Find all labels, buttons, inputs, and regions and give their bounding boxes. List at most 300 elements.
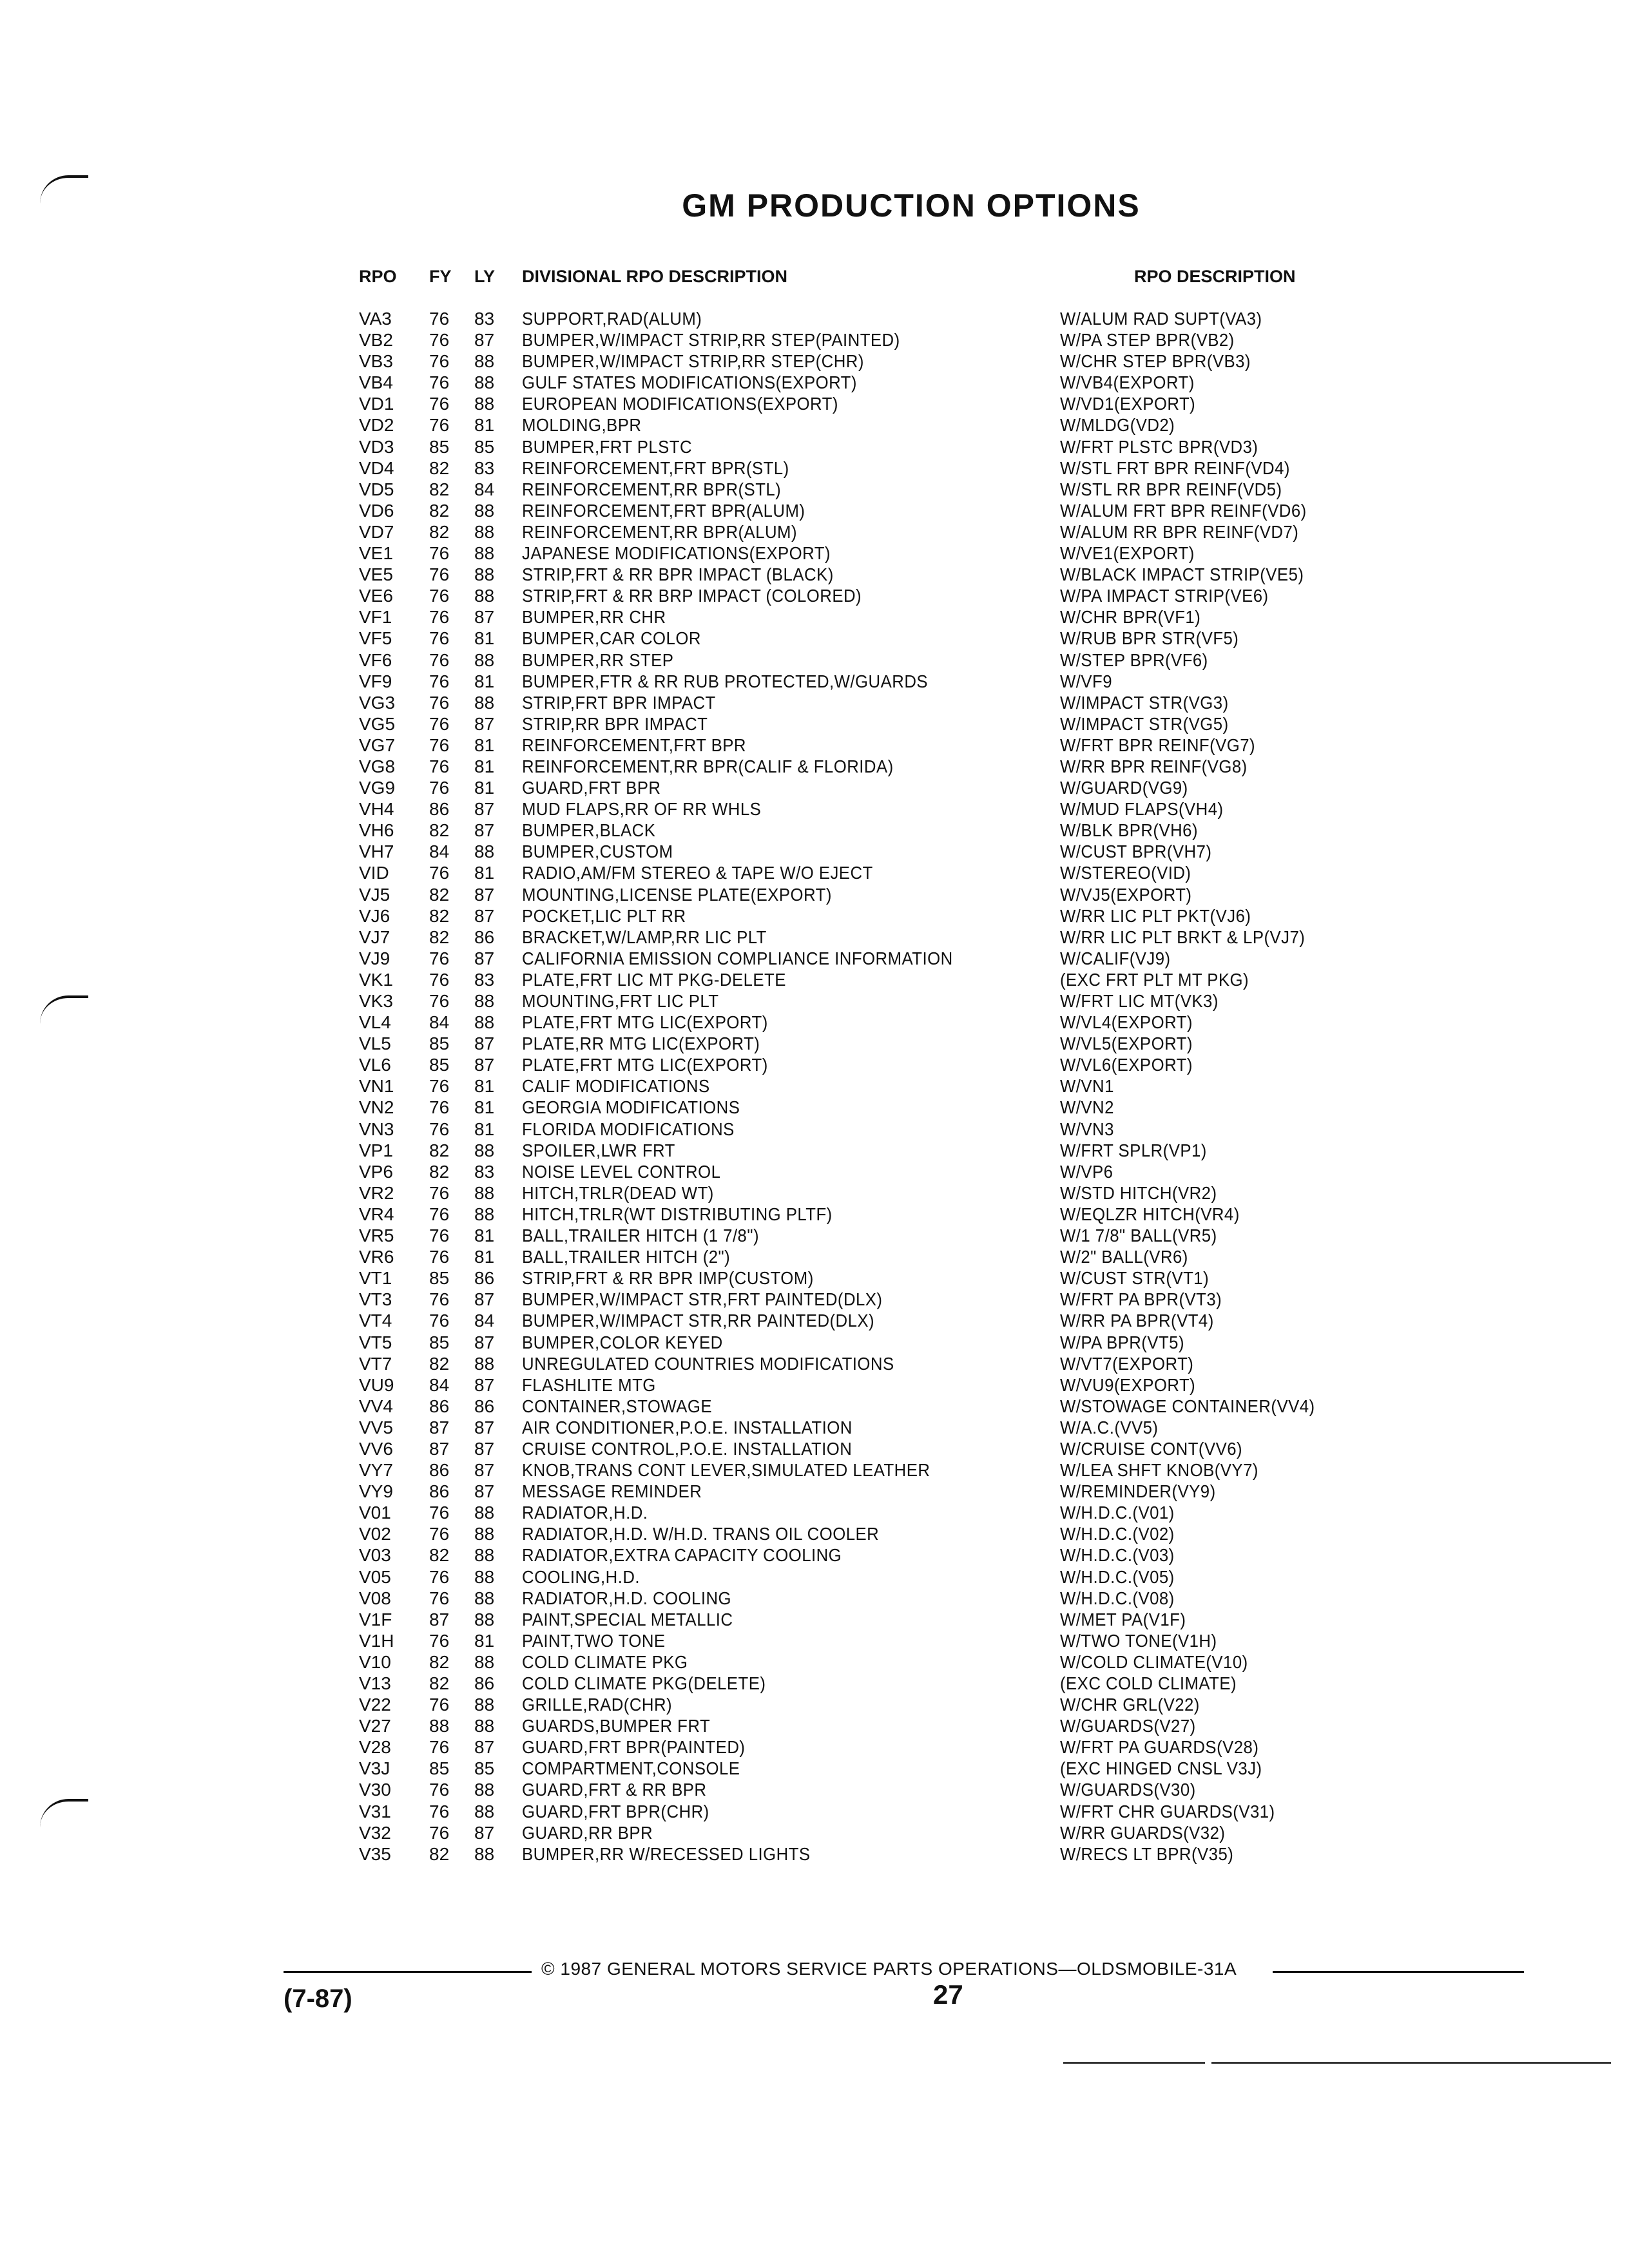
rpo-description-cell: W/FRT SPLR(VP1) <box>1060 1140 1207 1160</box>
rpo-description-cell: W/1 7/8" BALL(VR5) <box>1060 1225 1217 1246</box>
table-row <box>0 1779 1629 1800</box>
fy-cell: 87 <box>429 1438 450 1459</box>
rpo-cell: V1H <box>359 1630 394 1651</box>
fy-cell: 76 <box>429 1182 450 1203</box>
rpo-cell: VU9 <box>359 1374 394 1395</box>
divisional-description-cell: REINFORCEMENT,RR BPR(CALIF & FLORIDA) <box>522 756 894 776</box>
rpo-cell: VR6 <box>359 1247 394 1267</box>
rpo-cell: VY7 <box>359 1460 393 1481</box>
rpo-description-cell: W/GUARDS(V30) <box>1060 1780 1196 1800</box>
fy-cell: 84 <box>429 1374 450 1395</box>
rpo-description-cell: W/FRT PA BPR(VT3) <box>1060 1289 1222 1310</box>
divisional-description-cell: GEORGIA MODIFICATIONS <box>522 1097 740 1118</box>
ly-cell: 88 <box>474 1843 495 1864</box>
rpo-cell: VB2 <box>359 330 393 351</box>
rpo-cell: V32 <box>359 1822 391 1843</box>
rpo-cell: VG3 <box>359 692 396 713</box>
rpo-cell: VR2 <box>359 1182 394 1203</box>
table-row <box>0 1801 1629 1822</box>
ly-cell: 85 <box>474 1758 495 1779</box>
header-rpo: RPO <box>359 267 397 286</box>
table-row <box>0 862 1629 883</box>
fy-cell: 76 <box>429 735 450 755</box>
rpo-description-cell: W/VL5(EXPORT) <box>1060 1033 1193 1054</box>
rpo-description-cell: W/CUST STR(VT1) <box>1060 1268 1210 1289</box>
divisional-description-cell: BUMPER,RR STEP <box>522 649 674 670</box>
table-row <box>0 798 1629 820</box>
fy-cell: 82 <box>429 1545 450 1566</box>
ly-cell: 87 <box>474 1332 495 1352</box>
divisional-description-cell: GRILLE,RAD(CHR) <box>522 1695 673 1715</box>
divisional-description-cell: PLATE,FRT MTG LIC(EXPORT) <box>522 1012 768 1033</box>
rpo-cell: VN3 <box>359 1119 394 1139</box>
rpo-description-cell: W/RR LIC PLT PKT(VJ6) <box>1060 905 1251 926</box>
table-row <box>0 1544 1629 1566</box>
rpo-description-cell: W/COLD CLIMATE(V10) <box>1060 1651 1248 1672</box>
rpo-description-cell: W/PA STEP BPR(VB2) <box>1060 330 1235 351</box>
rpo-cell: VJ5 <box>359 884 390 905</box>
fy-cell: 85 <box>429 1033 450 1054</box>
rpo-cell: V35 <box>359 1843 391 1864</box>
ly-cell: 87 <box>474 607 495 628</box>
divisional-description-cell: BUMPER,RR CHR <box>522 607 666 628</box>
rpo-description-cell: W/GUARDS(V27) <box>1060 1716 1196 1736</box>
fy-cell: 76 <box>429 1289 450 1310</box>
ly-cell: 88 <box>474 991 495 1011</box>
divisional-description-cell: CALIFORNIA EMISSION COMPLIANCE INFORMATION <box>522 948 953 968</box>
ly-cell: 88 <box>474 521 495 542</box>
ly-cell: 88 <box>474 1780 495 1800</box>
divisional-description-cell: MOUNTING,FRT LIC PLT <box>522 991 719 1011</box>
divisional-description-cell: STRIP,FRT & RR BPR IMPACT (BLACK) <box>522 564 834 585</box>
divisional-description-cell: RADIATOR,H.D. W/H.D. TRANS OIL COOLER <box>522 1524 880 1544</box>
divisional-description-cell: MOUNTING,LICENSE PLATE(EXPORT) <box>522 884 832 905</box>
footer-date: (7-87) <box>284 1984 352 2013</box>
fy-cell: 76 <box>429 649 450 670</box>
table-row <box>0 1097 1629 1118</box>
rpo-description-cell: (EXC FRT PLT MT PKG) <box>1060 969 1249 990</box>
ly-cell: 88 <box>474 1524 495 1544</box>
page-title: GM PRODUCTION OPTIONS <box>682 187 1141 224</box>
table-row <box>0 1630 1629 1651</box>
fy-cell: 85 <box>429 1332 450 1352</box>
table-row <box>0 841 1629 862</box>
fy-cell: 76 <box>429 1566 450 1587</box>
table-row <box>0 1673 1629 1694</box>
rpo-description-cell: W/IMPACT STR(VG5) <box>1060 713 1229 734</box>
ly-cell: 88 <box>474 649 495 670</box>
ly-cell: 88 <box>474 372 495 393</box>
ly-cell: 81 <box>474 1076 495 1097</box>
rpo-description-cell: W/H.D.C.(V03) <box>1060 1545 1175 1566</box>
rpo-description-cell: W/CUST BPR(VH7) <box>1060 841 1212 862</box>
fy-cell: 76 <box>429 671 450 691</box>
fy-cell: 84 <box>429 841 450 862</box>
table-row <box>0 756 1629 777</box>
rpo-description-cell: W/RECS LT BPR(V35) <box>1060 1843 1234 1864</box>
table-row <box>0 1459 1629 1481</box>
rpo-cell: VF6 <box>359 649 392 670</box>
fy-cell: 76 <box>429 628 450 649</box>
table-row <box>0 543 1629 564</box>
divisional-description-cell: COMPARTMENT,CONSOLE <box>522 1758 740 1779</box>
footer-copyright: © 1987 GENERAL MOTORS SERVICE PARTS OPERATIONS—OLDSMOBILE-31A <box>541 1959 1237 1979</box>
table-row <box>0 436 1629 457</box>
table-row <box>0 1374 1629 1396</box>
fy-cell: 86 <box>429 1481 450 1502</box>
table-row <box>0 1758 1629 1779</box>
divisional-description-cell: RADIO,AM/FM STEREO & TAPE W/O EJECT <box>522 863 873 883</box>
divisional-description-cell: SUPPORT,RAD(ALUM) <box>522 309 702 329</box>
rpo-cell: VJ6 <box>359 905 390 926</box>
rpo-cell: VD3 <box>359 436 394 457</box>
rpo-cell: VV4 <box>359 1396 393 1416</box>
rpo-description-cell: W/STOWAGE CONTAINER(VV4) <box>1060 1396 1315 1416</box>
table-row <box>0 329 1629 351</box>
divisional-description-cell: GUARD,FRT BPR <box>522 778 661 798</box>
fy-cell: 76 <box>429 969 450 990</box>
fy-cell: 76 <box>429 586 450 606</box>
fy-cell: 87 <box>429 1417 450 1437</box>
ly-cell: 87 <box>474 1438 495 1459</box>
divisional-description-cell: BUMPER,FRT PLSTC <box>522 436 693 457</box>
fy-cell: 82 <box>429 1353 450 1374</box>
divisional-description-cell: BUMPER,CUSTOM <box>522 841 673 862</box>
rpo-description-cell: W/MET PA(V1F) <box>1060 1609 1186 1629</box>
rpo-description-cell: W/GUARD(VG9) <box>1060 778 1188 798</box>
table-row <box>0 393 1629 414</box>
table-row <box>0 1715 1629 1736</box>
rpo-description-cell: (EXC HINGED CNSL V3J) <box>1060 1758 1262 1779</box>
rpo-cell: VR5 <box>359 1225 394 1246</box>
fy-cell: 76 <box>429 1588 450 1608</box>
fy-cell: 82 <box>429 820 450 841</box>
rpo-cell: VB3 <box>359 351 393 372</box>
rpo-cell: VV5 <box>359 1417 393 1437</box>
rpo-cell: VY9 <box>359 1481 393 1502</box>
ly-cell: 87 <box>474 713 495 734</box>
fy-cell: 88 <box>429 1716 450 1736</box>
ly-cell: 86 <box>474 1396 495 1416</box>
fy-cell: 85 <box>429 436 450 457</box>
ly-cell: 83 <box>474 309 495 329</box>
rpo-cell: VL4 <box>359 1012 391 1033</box>
bottom-rule <box>1211 2062 1611 2064</box>
divisional-description-cell: HITCH,TRLR(DEAD WT) <box>522 1182 714 1203</box>
ly-cell: 87 <box>474 884 495 905</box>
fy-cell: 76 <box>429 1780 450 1800</box>
divisional-description-cell: GUARD,FRT & RR BPR <box>522 1780 707 1800</box>
fy-cell: 76 <box>429 1097 450 1118</box>
rpo-cell: VJ7 <box>359 927 390 947</box>
table-row <box>0 628 1629 649</box>
table-row <box>0 1140 1629 1161</box>
rpo-description-cell: W/PA IMPACT STRIP(VE6) <box>1060 586 1269 606</box>
rpo-description-cell: W/MUD FLAPS(VH4) <box>1060 799 1224 820</box>
fy-cell: 76 <box>429 1695 450 1715</box>
rpo-cell: V27 <box>359 1716 391 1736</box>
divisional-description-cell: PLATE,FRT LIC MT PKG-DELETE <box>522 969 786 990</box>
fy-cell: 76 <box>429 1247 450 1267</box>
table-row <box>0 414 1629 436</box>
ly-cell: 88 <box>474 1566 495 1587</box>
rpo-description-cell: W/VN1 <box>1060 1076 1114 1097</box>
divisional-description-cell: BUMPER,COLOR KEYED <box>522 1332 723 1352</box>
divisional-description-cell: PLATE,RR MTG LIC(EXPORT) <box>522 1033 760 1054</box>
rpo-description-cell: W/VN2 <box>1060 1097 1114 1118</box>
divisional-description-cell: GUARD,RR BPR <box>522 1822 653 1843</box>
table-row <box>0 948 1629 969</box>
fy-cell: 76 <box>429 713 450 734</box>
rpo-description-cell: W/VP6 <box>1060 1161 1113 1182</box>
rpo-cell: VT3 <box>359 1289 392 1310</box>
divisional-description-cell: REINFORCEMENT,RR BPR(ALUM) <box>522 521 798 542</box>
fy-cell: 76 <box>429 564 450 585</box>
table-row <box>0 1736 1629 1758</box>
fy-cell: 76 <box>429 415 450 436</box>
rpo-description-cell: W/CHR GRL(V22) <box>1060 1695 1200 1715</box>
page-number: 27 <box>933 1979 963 2010</box>
divisional-description-cell: MOLDING,BPR <box>522 415 642 436</box>
ly-cell: 87 <box>474 1055 495 1075</box>
divisional-description-cell: STRIP,FRT BPR IMPACT <box>522 692 716 713</box>
rpo-description-cell: W/VB4(EXPORT) <box>1060 372 1195 393</box>
header-divisional-description: DIVISIONAL RPO DESCRIPTION <box>522 267 788 286</box>
ly-cell: 81 <box>474 1097 495 1118</box>
divisional-description-cell: RADIATOR,H.D. <box>522 1503 648 1523</box>
rpo-description-cell: W/RUB BPR STR(VF5) <box>1060 628 1239 649</box>
ly-cell: 87 <box>474 799 495 820</box>
rpo-cell: VD6 <box>359 500 394 521</box>
table-row <box>0 585 1629 606</box>
rpo-description-cell: W/REMINDER(VY9) <box>1060 1481 1216 1502</box>
ly-cell: 88 <box>474 1695 495 1715</box>
divisional-description-cell: COOLING,H.D. <box>522 1566 641 1587</box>
ly-cell: 88 <box>474 841 495 862</box>
ly-cell: 83 <box>474 969 495 990</box>
fy-cell: 82 <box>429 1651 450 1672</box>
divisional-description-cell: FLORIDA MODIFICATIONS <box>522 1119 735 1139</box>
table-row <box>0 351 1629 372</box>
fy-cell: 76 <box>429 1119 450 1139</box>
divisional-description-cell: BUMPER,W/IMPACT STR,RR PAINTED(DLX) <box>522 1311 875 1331</box>
fy-cell: 76 <box>429 948 450 968</box>
rpo-description-cell: W/A.C.(VV5) <box>1060 1417 1159 1437</box>
rpo-description-cell: W/VT7(EXPORT) <box>1060 1353 1194 1374</box>
divisional-description-cell: REINFORCEMENT,FRT BPR <box>522 735 746 755</box>
rpo-cell: VT5 <box>359 1332 392 1352</box>
divisional-description-cell: CALIF MODIFICATIONS <box>522 1076 710 1097</box>
rpo-cell: VN1 <box>359 1076 394 1097</box>
table-row <box>0 1353 1629 1374</box>
rpo-cell: V3J <box>359 1758 390 1779</box>
rpo-description-cell: W/H.D.C.(V05) <box>1060 1566 1175 1587</box>
ly-cell: 87 <box>474 948 495 968</box>
rpo-cell: VH6 <box>359 820 394 841</box>
table-row <box>0 1822 1629 1843</box>
table-row <box>0 1502 1629 1523</box>
fy-cell: 76 <box>429 1822 450 1843</box>
rpo-description-cell: W/STL FRT BPR REINF(VD4) <box>1060 457 1290 478</box>
rpo-cell: VT1 <box>359 1268 392 1289</box>
rpo-description-cell: W/RR BPR REINF(VG8) <box>1060 756 1248 776</box>
ly-cell: 88 <box>474 1609 495 1629</box>
table-row <box>0 1566 1629 1588</box>
divisional-description-cell: CONTAINER,STOWAGE <box>522 1396 713 1416</box>
fy-cell: 76 <box>429 991 450 1011</box>
table-row <box>0 564 1629 585</box>
divisional-description-cell: BUMPER,RR W/RECESSED LIGHTS <box>522 1843 811 1864</box>
table-row <box>0 606 1629 628</box>
rpo-cell: VL6 <box>359 1055 391 1075</box>
ly-cell: 88 <box>474 1140 495 1160</box>
ly-cell: 86 <box>474 927 495 947</box>
rpo-cell: V28 <box>359 1737 391 1758</box>
fy-cell: 76 <box>429 1076 450 1097</box>
rpo-description-cell: W/MLDG(VD2) <box>1060 415 1175 436</box>
divisional-description-cell: CRUISE CONTROL,P.O.E. INSTALLATION <box>522 1438 853 1459</box>
rpo-cell: V02 <box>359 1524 391 1544</box>
divisional-description-cell: POCKET,LIC PLT RR <box>522 905 686 926</box>
table-row <box>0 777 1629 798</box>
divisional-description-cell: PLATE,FRT MTG LIC(EXPORT) <box>522 1055 768 1075</box>
ly-cell: 88 <box>474 1204 495 1224</box>
rpo-description-cell: W/FRT LIC MT(VK3) <box>1060 991 1219 1011</box>
ly-cell: 88 <box>474 543 495 564</box>
ly-cell: 88 <box>474 1012 495 1033</box>
table-row <box>0 927 1629 948</box>
rpo-cell: VR4 <box>359 1204 394 1224</box>
table-row <box>0 1651 1629 1673</box>
ly-cell: 87 <box>474 1481 495 1502</box>
ly-cell: 88 <box>474 500 495 521</box>
header-ly: LY <box>474 267 496 286</box>
divisional-description-cell: SPOILER,LWR FRT <box>522 1140 675 1160</box>
table-row <box>0 1843 1629 1865</box>
ly-cell: 88 <box>474 1182 495 1203</box>
rpo-description-cell: W/VD1(EXPORT) <box>1060 394 1196 414</box>
rpo-cell: V08 <box>359 1588 391 1608</box>
divisional-description-cell: COLD CLIMATE PKG <box>522 1651 688 1672</box>
fy-cell: 82 <box>429 457 450 478</box>
divisional-description-cell: STRIP,RR BPR IMPACT <box>522 713 708 734</box>
table-row <box>0 735 1629 756</box>
ly-cell: 87 <box>474 1460 495 1481</box>
rpo-description-cell: W/VE1(EXPORT) <box>1060 543 1195 564</box>
divisional-description-cell: GULF STATES MODIFICATIONS(EXPORT) <box>522 372 857 393</box>
rpo-cell: VP1 <box>359 1140 393 1160</box>
ly-cell: 84 <box>474 1311 495 1331</box>
table-row <box>0 1417 1629 1438</box>
rpo-description-cell: W/FRT PLSTC BPR(VD3) <box>1060 436 1258 457</box>
table-row <box>0 1161 1629 1182</box>
rpo-description-cell: W/CRUISE CONT(VV6) <box>1060 1438 1243 1459</box>
ly-cell: 86 <box>474 1268 495 1289</box>
rpo-cell: VD2 <box>359 415 394 436</box>
fy-cell: 76 <box>429 1524 450 1544</box>
footer-rule-left <box>284 1971 532 1973</box>
rpo-cell: V13 <box>359 1673 391 1693</box>
rpo-description-cell: W/BLACK IMPACT STRIP(VE5) <box>1060 564 1304 585</box>
rpo-cell: VF5 <box>359 628 392 649</box>
rpo-description-cell: W/STL RR BPR REINF(VD5) <box>1060 479 1282 499</box>
ly-cell: 88 <box>474 1651 495 1672</box>
table-row <box>0 820 1629 841</box>
table-row <box>0 713 1629 735</box>
divisional-description-cell: REINFORCEMENT,RR BPR(STL) <box>522 479 782 499</box>
fy-cell: 86 <box>429 1396 450 1416</box>
divisional-description-cell: HITCH,TRLR(WT DISTRIBUTING PLTF) <box>522 1204 833 1224</box>
fy-cell: 76 <box>429 756 450 776</box>
fy-cell: 76 <box>429 1225 450 1246</box>
table-row <box>0 671 1629 692</box>
divisional-description-cell: JAPANESE MODIFICATIONS(EXPORT) <box>522 543 831 564</box>
ly-cell: 88 <box>474 351 495 372</box>
table-row <box>0 521 1629 543</box>
divisional-description-cell: BUMPER,W/IMPACT STRIP,RR STEP(CHR) <box>522 351 864 372</box>
rpo-description-cell: W/TWO TONE(V1H) <box>1060 1630 1217 1651</box>
rpo-description-cell: W/VJ5(EXPORT) <box>1060 884 1192 905</box>
rpo-cell: VG5 <box>359 713 396 734</box>
table-row <box>0 990 1629 1012</box>
rpo-cell: VG9 <box>359 778 396 798</box>
ly-cell: 81 <box>474 1247 495 1267</box>
ly-cell: 87 <box>474 1289 495 1310</box>
ly-cell: 87 <box>474 1417 495 1437</box>
rpo-cell: V31 <box>359 1801 391 1821</box>
fy-cell: 76 <box>429 778 450 798</box>
fy-cell: 76 <box>429 692 450 713</box>
divisional-description-cell: BUMPER,W/IMPACT STRIP,RR STEP(PAINTED) <box>522 330 900 351</box>
ly-cell: 83 <box>474 457 495 478</box>
rpo-description-cell: W/FRT PA GUARDS(V28) <box>1060 1737 1259 1758</box>
divisional-description-cell: BUMPER,FTR & RR RUB PROTECTED,W/GUARDS <box>522 671 929 691</box>
table-row <box>0 1246 1629 1267</box>
fy-cell: 76 <box>429 1737 450 1758</box>
divisional-description-cell: GUARDS,BUMPER FRT <box>522 1716 711 1736</box>
ly-cell: 87 <box>474 820 495 841</box>
table-row <box>0 457 1629 479</box>
rpo-cell: V05 <box>359 1566 391 1587</box>
rpo-cell: VK3 <box>359 991 393 1011</box>
header-rpo-description: RPO DESCRIPTION <box>1134 267 1296 286</box>
ly-cell: 81 <box>474 756 495 776</box>
divisional-description-cell: MESSAGE REMINDER <box>522 1481 702 1502</box>
fy-cell: 82 <box>429 1140 450 1160</box>
divisional-description-cell: RADIATOR,EXTRA CAPACITY COOLING <box>522 1545 842 1566</box>
divisional-description-cell: BUMPER,BLACK <box>522 820 656 841</box>
rpo-cell: V30 <box>359 1780 391 1800</box>
fy-cell: 84 <box>429 1012 450 1033</box>
ly-cell: 88 <box>474 586 495 606</box>
divisional-description-cell: REINFORCEMENT,FRT BPR(ALUM) <box>522 500 805 521</box>
rpo-cell: VA3 <box>359 309 392 329</box>
divisional-description-cell: RADIATOR,H.D. COOLING <box>522 1588 732 1608</box>
rpo-description-cell: W/IMPACT STR(VG3) <box>1060 692 1229 713</box>
rpo-description-cell: W/CALIF(VJ9) <box>1060 948 1171 968</box>
table-row <box>0 692 1629 713</box>
fy-cell: 82 <box>429 1161 450 1182</box>
fy-cell: 82 <box>429 479 450 499</box>
rpo-cell: VT4 <box>359 1311 392 1331</box>
divisional-description-cell: BUMPER,W/IMPACT STR,FRT PAINTED(DLX) <box>522 1289 883 1310</box>
table-row <box>0 1204 1629 1225</box>
table-row <box>0 500 1629 521</box>
rpo-description-cell: W/CHR BPR(VF1) <box>1060 607 1201 628</box>
table-row <box>0 1396 1629 1417</box>
rpo-description-cell: W/STD HITCH(VR2) <box>1060 1182 1217 1203</box>
rpo-description-cell: (EXC COLD CLIMATE) <box>1060 1673 1237 1693</box>
